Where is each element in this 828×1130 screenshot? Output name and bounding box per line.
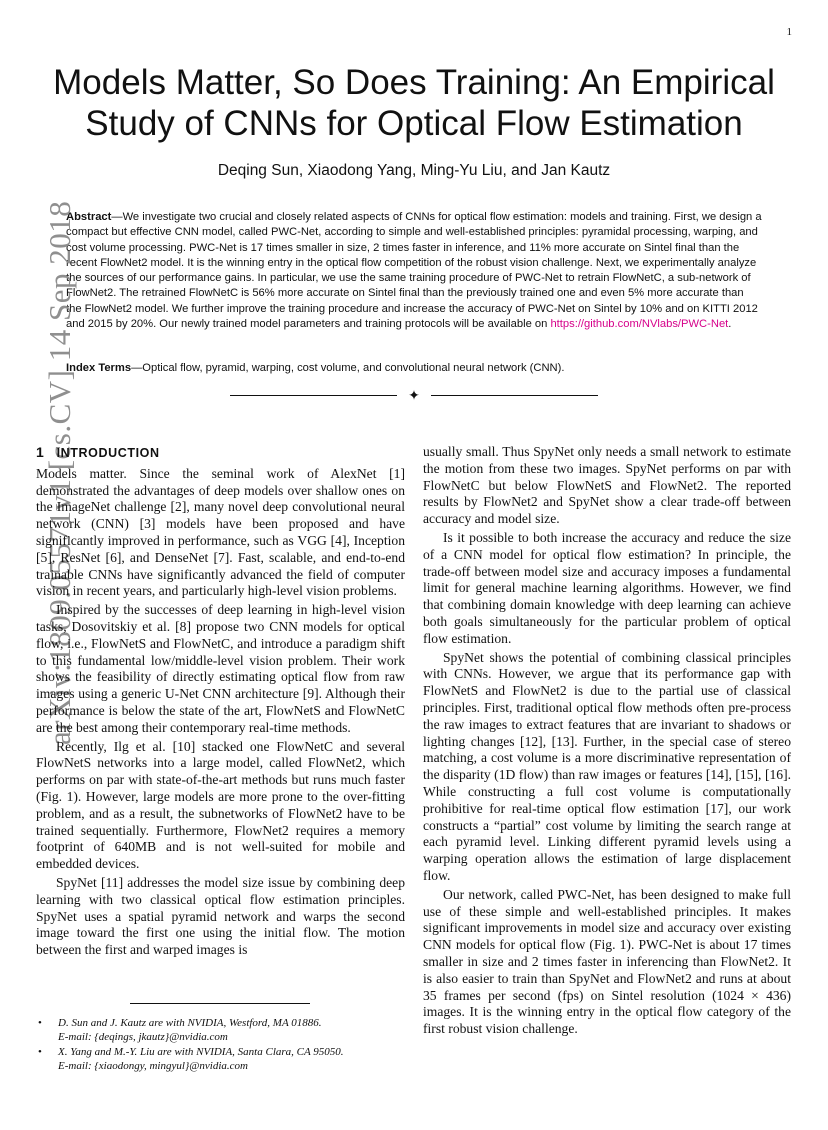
paper-title: Models Matter, So Does Training: An Empirical Study of CNNs for Optical Flow Estimation: [53, 63, 775, 143]
abstract-body: —We investigate two crucial and closely related aspects of CNNs for optical flow estimation: models and training. First, we design a compact but effective CNN model, called PWC-Net, according to simple and well-established principles: pyramidal processing, warping, and cost volume processing. PWC-Net is 17 times smaller in size, 2 times faster in inference, and 11% more accurate on Sintel final than the recent FlowNet2 model. It is the winning entry in the optical flow competition of the robust vision challenge. Next, we experimentally analyze the sources of our performance gains. In particular, we use the same training procedure of PWC-Net to retrain FlowNetC, a sub-network of FlowNet2. The retrained FlowNetC is 56% more accurate on Sintel final than the previously trained one and even 5% more accurate than the FlowNet2 model. We further improve the training procedure and increase the accuracy of PWC-Net on Sintel by 10% and on KITTI 2012 and 2015 by 20%. Our newly trained model parameters and training protocols will be available on: [66, 211, 762, 331]
paragraph: SpyNet shows the potential of combining classical principles with CNNs. However, we argue that its performance gap with FlowNetS and FlowNet2 is due to the partial use of classical principles. First, traditional optical flow methods often pre-process the raw images to extract features that are invariant to shadows or lighting changes [12], [13]. Further, in the special case of stereo matching, a cost volume is a more discriminative representation of the disparity (1D flow) than raw images or features [14], [15], [16]. While constructing a full cost volume is computationally prohibitive for real-time optical flow estimation [17], our work constructs a “partial” cost volume by limiting the search range at each pyramid level. Linking different pyramid levels using a warping operation allows the estimation of large displacement flow.: [423, 649, 791, 883]
footnote-line: X. Yang and M.-Y. Liu are with NVIDIA, Santa Clara, CA 95050.: [58, 1046, 344, 1058]
section-heading: [36, 444, 405, 462]
footnote-line: D. Sun and J. Kautz are with NVIDIA, Westford, MA 01886.: [58, 1017, 322, 1029]
arxiv-watermark: arXiv:1809.05571v1 [cs.CV] 14 Sep 2018: [42, 200, 77, 745]
section-number: 1: [36, 444, 45, 460]
index-terms: [66, 362, 762, 374]
abstract-label: Abstract: [66, 211, 112, 223]
author-list: Deqing Sun, Xiaodong Yang, Ming-Yu Liu, and Jan Kautz: [217, 162, 611, 179]
index-terms-body: —Optical flow, pyramid, warping, cost volume, and convolutional neural network (CNN).: [131, 362, 565, 374]
bullet-icon: •: [38, 1017, 42, 1029]
divider-star-icon: ✦: [408, 389, 420, 404]
paragraph: Models matter. Since the seminal work of AlexNet [1] demonstrated the advantages of deep models over shallow ones on the ImageNet challenge [2], many novel deep convolutional neural network (CNN) [3] models have been proposed and have significantly improved in performance, such as VGG [4], Inception [5], ResNet [6], and DenseNet [7]. Fast, scalable, and end-to-end trainable CNNs have significantly advanced the field of computer vision in recent years, and particularly high-level vision problems.: [36, 465, 405, 599]
divider-line-right: [431, 395, 598, 396]
paragraph: Is it possible to both increase the accuracy and reduce the size of a CNN model for optical flow estimation? In principle, the trade-off between model size and accuracy imposes a fundamental limit for general machine learning algorithms. However, we find that combining domain knowledge with deep learning can achieve both goals simultaneously for the particular problem of optical flow estimation.: [423, 529, 791, 646]
footnote-rule: [130, 1003, 310, 1004]
index-terms-label: Index Terms: [66, 362, 132, 374]
divider-line-left: [230, 395, 397, 396]
paragraph: SpyNet [11] addresses the model size issue by combining deep learning with two classical optical flow estimation principles. SpyNet uses a spatial pyramid network and warps the second image toward the first one using the initial flow. The motion between the first and warped images is: [36, 874, 405, 958]
left-column: [36, 444, 405, 961]
paragraph: Our network, called PWC-Net, has been designed to make full use of these simple and well-established principles. It makes significant improvements in model size and accuracy over existing CNN models for optical flow (Fig. 1). PWC-Net is about 17 times smaller in size and 2 times faster in inferencing than FlowNet2. It is also easier to train than SpyNet and FlowNet2 and runs at about 35 frames per second (fps) on Sintel resolution (1024 × 436) images. It is the winning entry in the optical flow category of the first robust vision challenge.: [423, 886, 791, 1037]
bullet-icon: •: [38, 1046, 42, 1058]
footnote-email: E-mail: {deqings, jkautz}@nvidia.com: [58, 1031, 228, 1043]
section-divider: [230, 390, 598, 402]
section-title: INTRODUCTION: [56, 446, 160, 460]
footnotes: [36, 1016, 405, 1074]
paragraph: Inspired by the successes of deep learning in high-level vision tasks, Dosovitskiy et al. [8] propose two CNN models for optical flow, i.e., FlowNetS and FlowNetC, and introduce a paradigm shift to this fundamental low/middle-level vision problem. Their work shows the feasibility of directly estimating optical flow from raw images using a generic U-Net CNN architecture [9]. Although their performance is below the state of the art, FlowNetS and FlowNetC are the best among their contemporary real-time methods.: [36, 602, 405, 735]
paragraph: Recently, Ilg et al. [10] stacked one FlowNetC and several FlowNetS networks into a large model, called FlowNet2, which performs on par with state-of-the-art methods but runs much faster (Fig. 1). However, large models are more prone to the over-fitting problem, and as a result, the subnetworks of FlowNet2 have to be trained sequentially. Furthermore, FlowNet2 requires a memory footprint of 640MB and is not well-suited for mobile and embedded devices.: [36, 738, 405, 872]
right-column: [423, 444, 791, 1040]
page-number: 1: [786, 26, 792, 38]
footnote-item: [36, 1045, 405, 1073]
code-link[interactable]: https://github.com/NVlabs/PWC-Net: [550, 318, 729, 331]
abstract-end: .: [728, 318, 732, 331]
abstract: [66, 210, 762, 332]
footnote-item: [36, 1016, 405, 1044]
paragraph: usually small. Thus SpyNet only needs a small network to estimate the motion from these two images. SpyNet performs on par with FlowNetC but below FlowNetS and FlowNet2. The reported results by FlowNet2 and SpyNet show a clear trade-off between accuracy and model size.: [423, 444, 791, 527]
footnote-email: E-mail: {xiaodongy, mingyul}@nvidia.com: [58, 1060, 248, 1072]
